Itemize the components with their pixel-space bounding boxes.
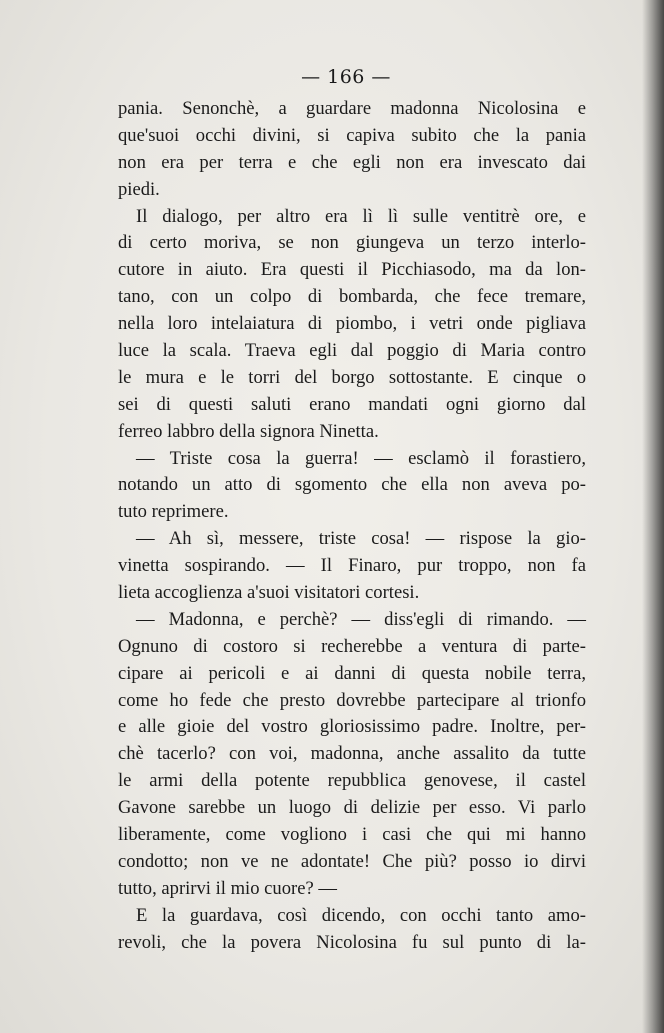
text-line: piedi. [118, 178, 160, 200]
body-text [118, 96, 586, 957]
text-line: tano, con un colpo di bombarda, che fece tremare, [118, 286, 586, 308]
text-line: Il dialogo, per altro era lì lì sulle ventitrè ore, e [136, 205, 586, 227]
text-line: notando un atto di sgomento che ella non aveva po- [118, 474, 586, 496]
text-line: le mura e le torri del borgo sottostante. E cinque o [118, 366, 586, 388]
text-line: liberamente, come vogliono i casi che qui mi hanno [118, 824, 586, 846]
text-line: pania. Senonchè, a guardare madonna Nicolosina e [118, 98, 586, 119]
text-line: non era per terra e che egli non era invescato dai [118, 151, 586, 173]
text-line: tutto, aprirvi il mio cuore? — [118, 877, 337, 899]
text-line: le armi della potente repubblica genovese, il castel [118, 770, 586, 792]
text-line: cipare ai pericoli e ai danni di questa nobile terra, [118, 662, 586, 684]
text-line: — Triste cosa la guerra! — esclamò il forastiero, [136, 447, 586, 469]
text-line: sei di questi saluti erano mandati ogni giorno dal [118, 393, 586, 415]
text-line: Gavone sarebbe un luogo di delizie per esso. Vi parlo [118, 797, 586, 819]
text-line: condotto; non ve ne adontate! Che più? posso io dirvi [118, 850, 586, 872]
text-line: chè tacerlo? con voi, madonna, anche assalito da tutte [118, 743, 586, 765]
text-line: come ho fede che presto dovrebbe partecipare al trionfo [118, 689, 586, 711]
text-line: E la guardava, così dicendo, con occhi tanto amo- [136, 904, 586, 926]
text-line: lieta accoglienza a'suoi visitatori cortesi. [118, 582, 420, 604]
text-line: cutore in aiuto. Era questi il Picchiasodo, ma da lon- [118, 259, 586, 281]
text-line: luce la scala. Traeva egli dal poggio di Maria contro [118, 340, 586, 362]
page-number: — 166 — [301, 66, 391, 88]
text-line: nella loro intelaiatura di piombo, i vetri onde pigliava [118, 313, 586, 335]
binding-shadow [642, 0, 664, 1033]
text-line: que'suoi occhi divini, si capiva subito che la pania [118, 124, 586, 146]
text-line: revoli, che la povera Nicolosina fu sul punto di la- [118, 931, 586, 953]
text-line: vinetta sospirando. — Il Finaro, pur troppo, non fa [118, 555, 586, 577]
text-line: e alle gioie del vostro gloriosissimo padre. Inoltre, per- [118, 716, 586, 738]
text-line: — Madonna, e perchè? — diss'egli di rimando. — [136, 608, 586, 630]
text-line: — Ah sì, messere, triste cosa! — rispose la gio- [136, 528, 586, 550]
text-line: ferreo labbro della signora Ninetta. [118, 420, 379, 442]
text-line: tuto reprimere. [118, 501, 229, 523]
text-line: di certo moriva, se non giungeva un terzo interlo- [118, 232, 586, 254]
text-line: Ognuno di costoro si recherebbe a ventura di parte- [118, 635, 586, 657]
